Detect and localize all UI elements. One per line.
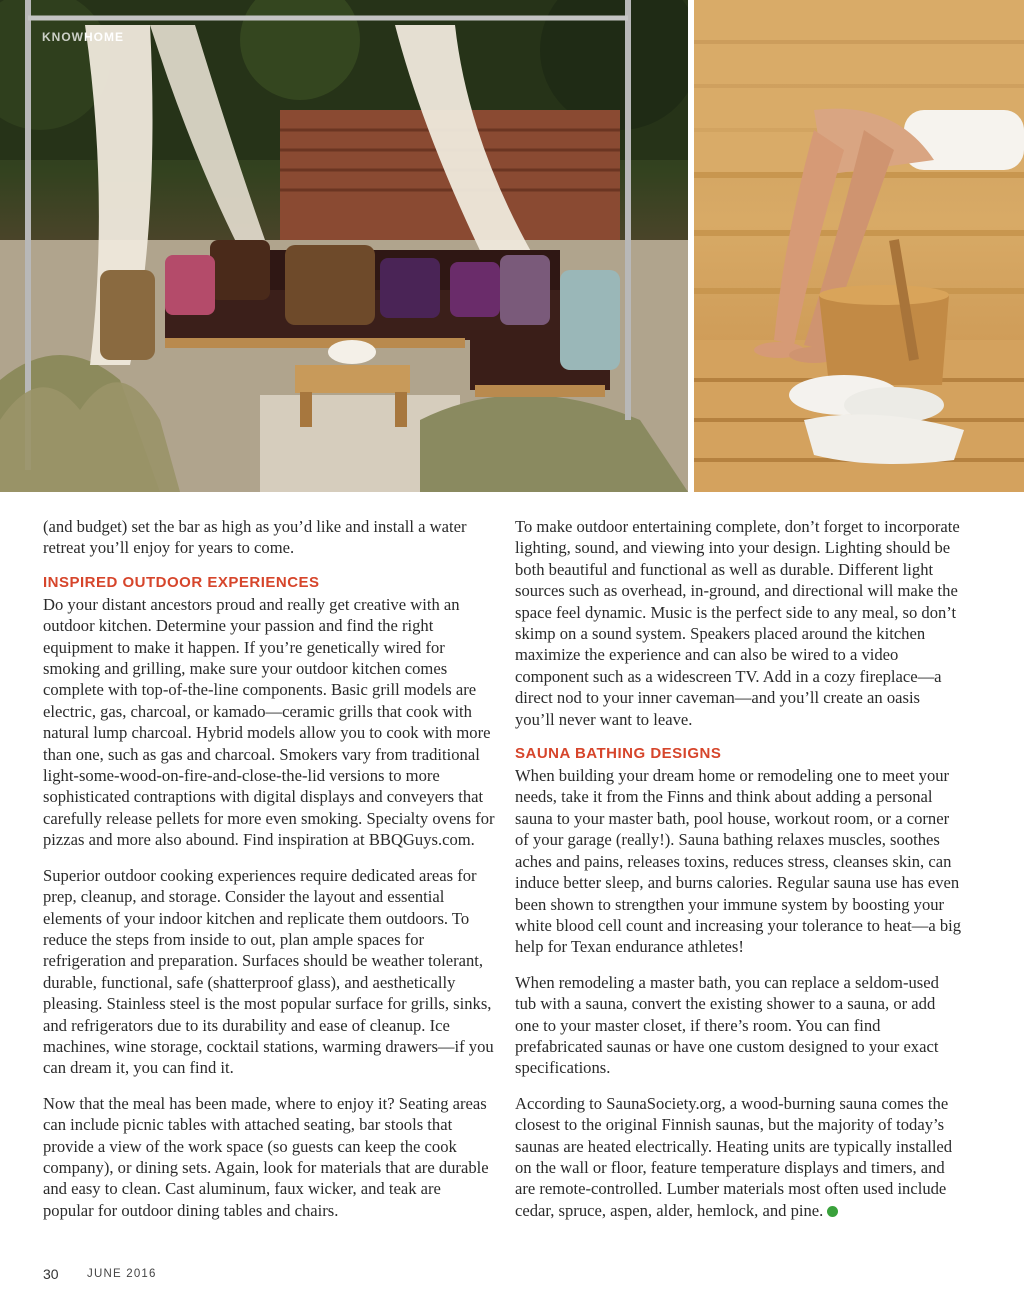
left-paragraph-2: Superior outdoor cooking experiences require dedicated areas for prep, cleanup, and storage. Consider the layout and essential elements of your indoor kitchen and replicate them outdoors. To reduce the steps from inside to out, plan ample spaces for refrigeration and preparation. Surfaces should be weather tolerant, durable, functional, safe (shatterproof glass), and aesthetically pleasing. Stainless steel is the most popular surface for grills, sinks, and refrigerators due to its durability and ease of cleanup. Ice machines, wine storage, cocktail stations, warming drawers—if you can dream it, you can find it.: [43, 865, 494, 1078]
outdoor-cabana-illustration: [0, 0, 688, 492]
kicker-know: KNOW: [42, 30, 84, 44]
right-paragraph-3-wrapper: [515, 1093, 963, 1221]
issue-date: JUNE 2016: [87, 1268, 157, 1280]
right-paragraph-1: When building your dream home or remodeling one to meet your needs, take it from the Finns and think about adding a personal sauna to your master bath, pool house, workout room, or a corner of your garage (really!). Sauna bathing relaxes muscles, soothes aches and pains, releases toxins, reduces stress, cleanses skin, can induce better sleep, and burns calories. Regular sauna use has even been shown to strengthen your immune system by boosting your white blood cell count and increasing your tolerance to heat—a big help for Texan endurance athletes!: [515, 766, 962, 957]
page-number: 30: [43, 1266, 59, 1282]
outdoor-cabana-photo: [0, 0, 688, 492]
left-intro-paragraph: (and budget) set the bar as high as you’d like and install a water retreat you’ll enjoy for years to come.: [43, 517, 467, 558]
left-column: [43, 516, 495, 1235]
right-paragraph-3: According to SaunaSociety.org, a wood-burning sauna comes the closest to the original Finnish saunas, but the majority of today’s saunas are heated electrically. Heating units are typically installed on the wall or floor, feature temperature displays and timers, and are remote-controlled. Lumber materials most often used include cedar, spruce, aspen, alder, hemlock, and pine.: [515, 1093, 953, 1220]
sauna-illustration: [694, 0, 1024, 492]
kicker-home: HOME: [84, 30, 124, 44]
left-paragraph-1: Do your distant ancestors proud and really get creative with an outdoor kitchen. Determine your passion and find the right equipment to make it happen. If you’re genetically wired for smoking and grilling, make sure your outdoor kitchen comes complete with top-of-the-line components. Basic grill models are electric, gas, charcoal, or kamado—ceramic grills that cook with natural lump charcoal. Hybrid models allow you to cook with more than one, such as gas and charcoal. Smokers vary from traditional light-some-wood-on-fire-and-close-the-lid versions to more sophisticated contraptions with digital displays and conveyers that carefully release pellets for more even smoking. Specialty ovens for pizzas and more also abound. Find inspiration at BBQGuys.com.: [43, 594, 495, 850]
header-photos: [0, 0, 1024, 492]
right-paragraph-2: When remodeling a master bath, you can replace a seldom-used tub with a sauna, convert the existing shower to a sauna, or add one to your master closet, if there’s room. You can find prefabricated saunas or have one custom designed to your exact specifications.: [515, 972, 939, 1078]
end-of-article-icon: [827, 1206, 838, 1217]
section-heading-sauna: SAUNA BATHING DESIGNS: [515, 745, 722, 763]
right-column: [515, 516, 963, 1235]
section-kicker: [42, 30, 124, 44]
left-paragraph-3: Now that the meal has been made, where to enjoy it? Seating areas can include picnic tables with attached seating, bar stools that provide a view of the work space (so guests can keep the cook company), or dining sets. Again, look for materials that are durable and easy to clean. Cast aluminum, faux wicker, and teak are popular for outdoor dining tables and chairs.: [43, 1093, 489, 1220]
sauna-photo: [694, 0, 1024, 492]
right-intro-paragraph: To make outdoor entertaining complete, don’t forget to incorporate lighting, sound, and viewing into your design. Lighting should be both beautiful and functional as well as durable. Different light sources such as overhead, in-ground, and directional will make the space feel dynamic. Music is the perfect side to any meal, so don’t skimp on a sound system. Speakers placed around the kitchen maximize the experience and can also be wired to a video component such as a widescreen TV. Add in a cozy fireplace—a direct nod to your inner caveman—and you’ll create an oasis you’ll never want to leave.: [515, 517, 960, 729]
section-heading-outdoor: INSPIRED OUTDOOR EXPERIENCES: [43, 573, 320, 591]
